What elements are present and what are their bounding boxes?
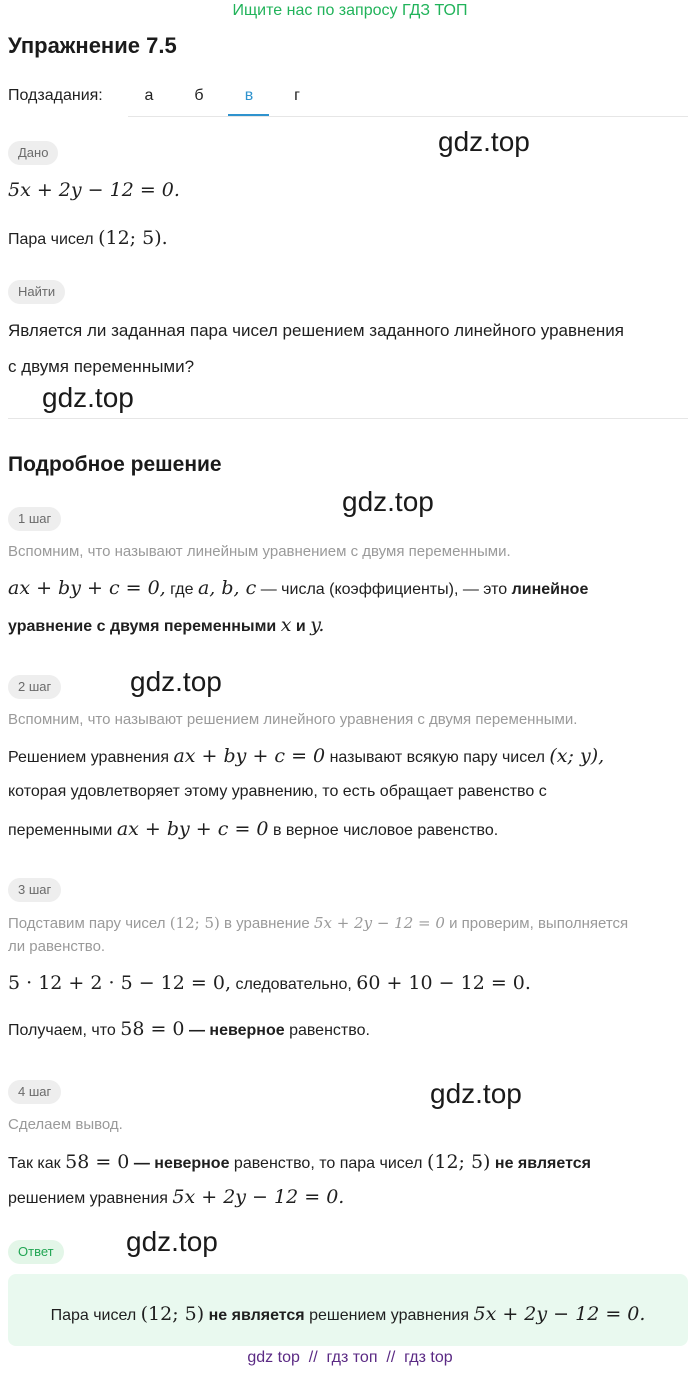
step2-badge: 2 шаг	[8, 675, 61, 699]
step2-line-3: переменными ax + by + c = 0 в верное числовое равенство.	[8, 818, 499, 840]
step4-line-1: Так как 58 = 0 — неверное равенство, то пара чисел (12; 5) не является	[8, 1151, 591, 1173]
step4-line-2: решением уравнения 5x + 2y − 12 = 0.	[8, 1186, 345, 1208]
step2-line-1: Решением уравнения ax + by + c = 0 называют всякую пару чисел (x; y),	[8, 745, 605, 767]
step2-line-2: которая удовлетворяет этому уравнению, то есть обращает равенство с	[8, 783, 547, 800]
watermark: gdz.top	[438, 126, 530, 157]
watermark: gdz.top	[126, 1226, 218, 1257]
step4-badge: 4 шаг	[8, 1080, 61, 1104]
given-equation: 5x + 2y − 12 = 0.	[8, 179, 180, 201]
divider	[8, 418, 688, 419]
footer-links[interactable]: gdz top // гдз топ // гдз top	[247, 1349, 453, 1366]
given-pair: Пара чисел (12; 5).	[8, 227, 168, 249]
active-tab-underline	[228, 114, 269, 116]
step3-result: Получаем, что 58 = 0 — неверное равенство.	[8, 1018, 370, 1040]
solution-title: Подробное решение	[8, 453, 222, 476]
subtask-tabs	[128, 78, 688, 117]
find-line-1: Является ли заданная пара чисел решением заданного линейного уравнения	[8, 321, 624, 340]
step3-calc: 5 · 12 + 2 · 5 − 12 = 0, следовательно, 60 + 10 − 12 = 0.	[8, 972, 531, 994]
watermark: gdz.top	[430, 1078, 522, 1109]
step1-badge: 1 шаг	[8, 507, 61, 531]
top-banner: Ищите нас по запросу ГДЗ ТОП	[232, 2, 468, 19]
step3-badge: 3 шаг	[8, 878, 61, 902]
step4-hint: Сделаем вывод.	[8, 1116, 123, 1133]
watermark: gdz.top	[42, 382, 134, 413]
given-badge: Дано	[8, 141, 58, 165]
tab-a[interactable]: а	[144, 87, 154, 104]
step1-line-1: ax + by + c = 0, где a, b, c — числа (коэффициенты), — это линейное	[8, 577, 589, 599]
step3-hint-1: Подставим пару чисел (12; 5) в уравнение 5x + 2y − 12 = 0 и проверим, выполняется	[8, 914, 629, 932]
tab-g[interactable]: г	[294, 87, 300, 104]
watermark: gdz.top	[130, 666, 222, 697]
step2-hint: Вспомним, что называют решением линейного уравнения с двумя переменными.	[8, 711, 578, 728]
watermark: gdz.top	[342, 486, 434, 517]
find-badge: Найти	[8, 280, 65, 304]
step1-hint: Вспомним, что называют линейным уравнением с двумя переменными.	[8, 543, 511, 560]
find-line-2: с двумя переменными?	[8, 357, 195, 376]
answer-box	[8, 1274, 688, 1346]
answer-text: Пара чисел (12; 5) не является решением уравнения 5x + 2y − 12 = 0.	[50, 1303, 646, 1325]
step1-line-2: уравнение с двумя переменными x и y.	[8, 614, 325, 636]
subtasks-label: Подзадания:	[8, 87, 103, 104]
tab-v[interactable]: в	[244, 87, 254, 104]
answer-badge: Ответ	[8, 1240, 64, 1264]
step3-hint-2: ли равенство.	[8, 938, 106, 955]
tab-b[interactable]: б	[194, 87, 204, 104]
page-title: Упражнение 7.5	[8, 33, 177, 58]
